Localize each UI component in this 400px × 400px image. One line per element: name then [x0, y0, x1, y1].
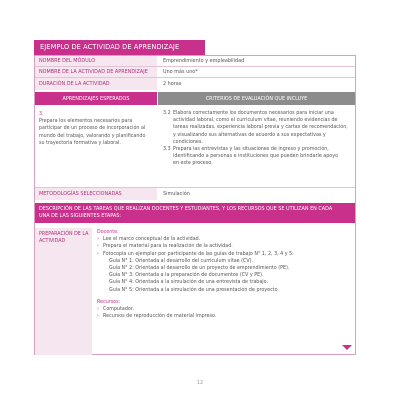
aprendizaje-line: Prepara los elementos necesarios para [39, 119, 133, 125]
arrow-bullet-icon: › [97, 251, 99, 257]
guia-item: Guía N° 4: Orientada a la simulación de una entrevista de trabajo. [109, 280, 268, 286]
activity-title: EJEMPLO DE ACTIVIDAD DE APRENDIZAJE [34, 40, 205, 55]
descripcion-line: UNA DE LAS SIGUIENTES ETAPAS: [39, 213, 122, 219]
descripcion-bar [35, 203, 355, 223]
descripcion-line: DESCRIPCIÓN DE LAS TAREAS QUE REALIZAN DOCENTES Y ESTUDIANTES, Y LOS RECURSOS QUE SE UTILIZAN EN CADA [39, 206, 333, 212]
docente-item [97, 251, 294, 258]
info-row-modulo [35, 56, 355, 66]
metodologias-label: METODOLOGÍAS SELECCIONADAS [35, 188, 157, 200]
criterio-line: en este proceso. [173, 161, 213, 167]
info-label: NOMBRE DEL MÓDULO [35, 56, 157, 66]
criterio-line: actividad laboral, como el curriculum vitae, reuniendo evidencias de [173, 118, 338, 124]
page-number: 12 [196, 380, 204, 386]
criterio-line: condiciones. [173, 139, 203, 145]
arrow-bullet-icon: › [97, 244, 99, 250]
docente-item-text: Lee el marco conceptual de la actividad. [103, 237, 201, 243]
aprendizaje-number: 3. [39, 112, 44, 117]
preparacion-body [97, 229, 294, 320]
criterio-number: 3.2 [163, 111, 171, 116]
guia-item: Guía N° 2: Orientada al desarrollo de un proyecto de emprendimiento (PE). [109, 266, 290, 272]
docente-heading: Docente: [97, 230, 119, 235]
guia-item: Guía N° 5: Orientada a la simulación de una presentación de proyecto. [109, 287, 279, 293]
recursos-heading: Recursos: [97, 299, 121, 305]
guia-item: Guía N° 3: Orientada a la preparación de documentos (CV y PE). [109, 273, 264, 279]
criterio-line: Prepara las entrevistas y las situaciones de ingreso y promoción, [173, 147, 329, 153]
criterio-item [163, 110, 348, 146]
info-value: Emprendimiento y empleabilidad [163, 58, 245, 64]
aprendizaje-line: su trayectoria formativa y laboral. [39, 140, 121, 146]
info-row-actividad [35, 67, 355, 77]
aprendizaje-line: participar de un proceso de incorporación al [39, 126, 146, 132]
recurso-item [97, 313, 294, 320]
criterio-line: identificando a personas e instituciones que pueden brindarle apoyo [173, 154, 339, 160]
recurso-item-text: Recursos de reproducción de material impreso. [103, 314, 217, 320]
criterio-line: y visualizando sus alternativas de acuerdo a sus expectativas y [173, 132, 326, 138]
aprendizaje-esperado [39, 111, 145, 147]
info-value: 2 horas [163, 81, 182, 87]
info-label: DURACIÓN DE LA ACTIVIDAD [35, 78, 157, 90]
criterio-line: Elabora correctamente los documentos necesarios para iniciar una [173, 111, 334, 116]
criterio-number: 3.3 [163, 147, 171, 153]
arrow-bullet-icon: › [97, 314, 99, 320]
continue-arrow-icon [342, 345, 352, 350]
aprendizaje-line: mundo del trabajo, valorando y planificando [39, 133, 146, 139]
criterios-list [163, 110, 348, 168]
arrow-bullet-icon: › [97, 307, 99, 313]
metodologias-value: Simulación [163, 191, 190, 197]
guia-item: Guía N° 1: Orientada al desarrollo del curriculum vitae (CV). [109, 258, 254, 264]
aprendizajes-header: APRENDIZAJES ESPERADOS [35, 92, 157, 105]
preparacion-label-line: ACTIVIDAD [39, 239, 66, 244]
criterio-item [163, 146, 348, 168]
docente-item [97, 236, 294, 243]
docente-item-text: Fotocopia un ejemplar por participante de las guías de trabajo N° 1, 2, 3, 4 y 5: [103, 251, 294, 257]
recurso-item [97, 306, 294, 313]
activity-table [34, 55, 356, 355]
arrow-bullet-icon: › [97, 237, 99, 243]
criterios-header: CRITERIOS DE EVALUACIÓN QUE INCLUYE [158, 92, 355, 105]
metodologias-row [35, 188, 355, 200]
info-label: NOMBRE DE LA ACTIVIDAD DE APRENDIZAJE [35, 67, 157, 77]
criteria-header-row [35, 92, 355, 105]
criteria-body-row [35, 106, 355, 186]
preparacion-label [35, 228, 92, 355]
criterio-line: tareas realizadas, experiencia laboral previa y cartas de recomendación, [173, 125, 348, 131]
info-row-duracion [35, 78, 355, 90]
preparacion-label-line: PREPARACIÓN DE LA [39, 232, 89, 237]
docente-item [97, 243, 294, 250]
info-value: Uno más uno* [163, 69, 198, 75]
docente-item-text: Prepara el material para la realización de la actividad. [103, 244, 233, 250]
recurso-item-text: Computador. [103, 307, 134, 313]
